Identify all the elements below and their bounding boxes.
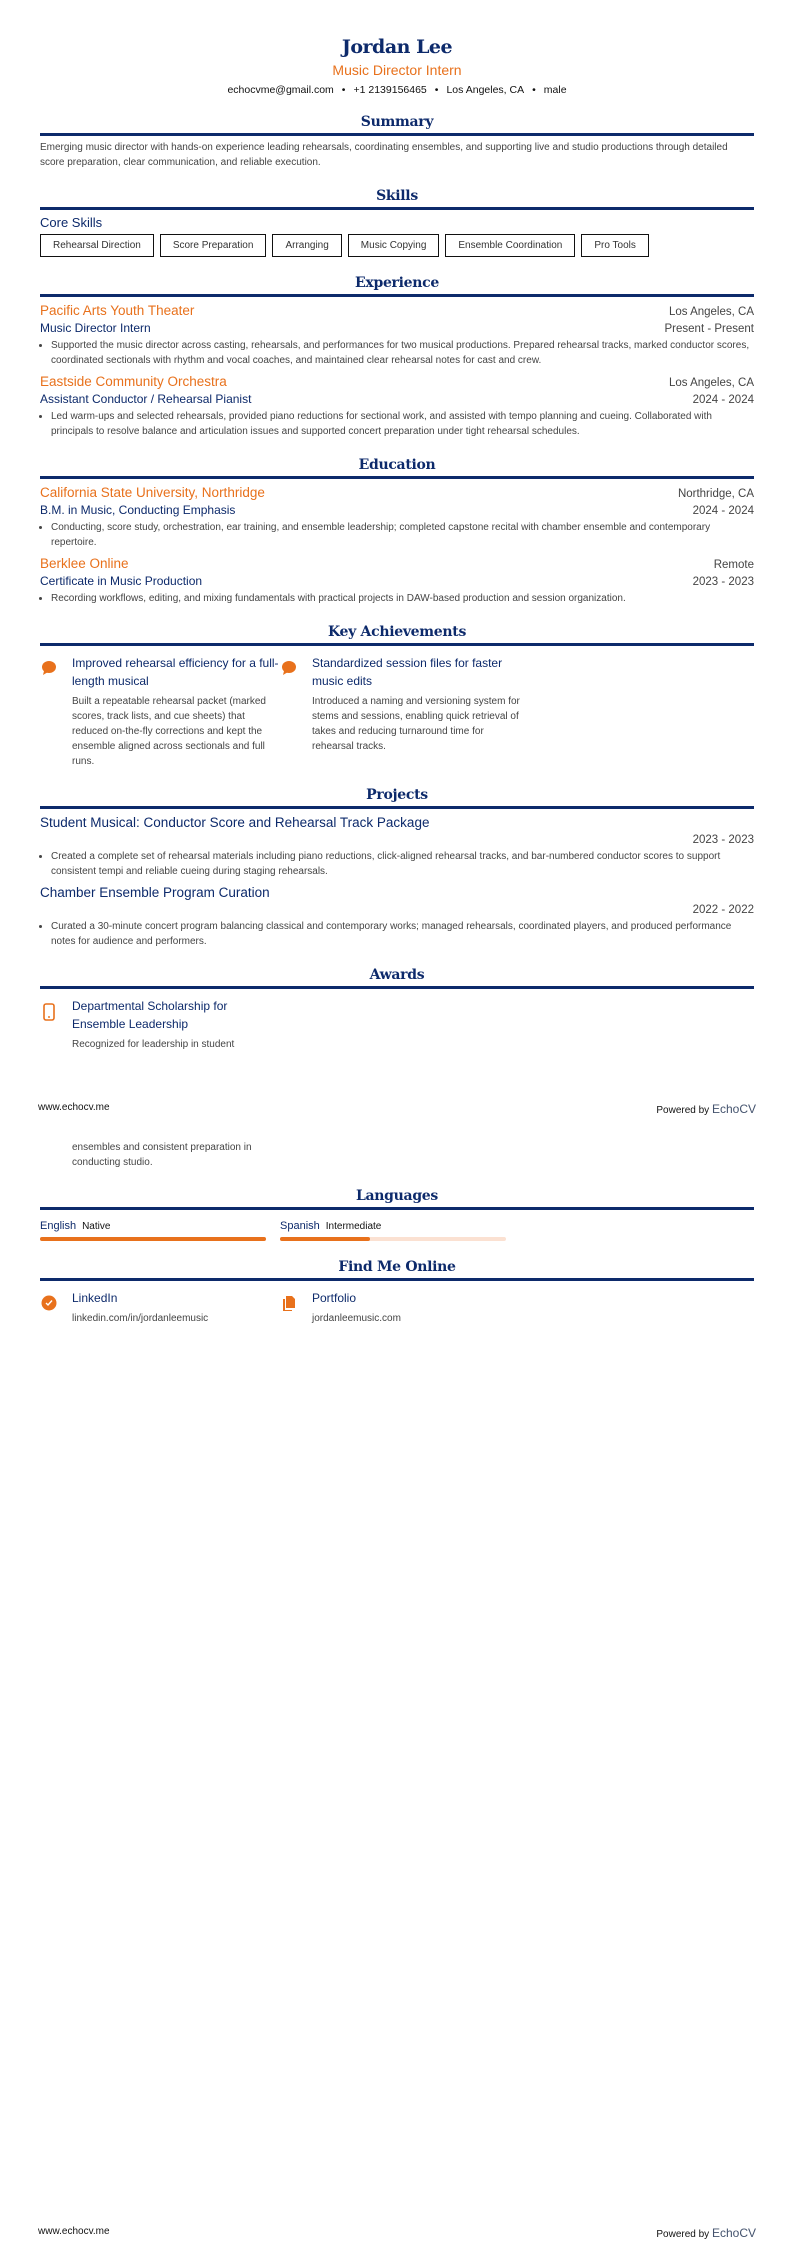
- achievements-heading: Key Achievements: [40, 624, 754, 646]
- skill-tag: Arranging: [272, 234, 341, 257]
- contact-line: echocvme@gmail.com • +1 2139156465 • Los Angeles, CA • male: [227, 84, 567, 96]
- link-label[interactable]: Portfolio: [312, 1291, 357, 1305]
- achievement-title: Standardized session files for faster music edits: [312, 656, 503, 688]
- link-label[interactable]: LinkedIn: [72, 1291, 118, 1305]
- summary-text: Emerging music director with hands-on experience leading rehearsals, coordinating ensembles, and supporting live and studio productions through detailed score preparation, clear communication, and reliable execution.: [40, 142, 728, 168]
- org: Pacific Arts Youth Theater: [40, 303, 195, 318]
- role: Music Director Intern: [40, 321, 151, 335]
- achievement-card: [280, 654, 520, 769]
- project-entry: [40, 815, 754, 879]
- document-icon: [280, 1289, 298, 1326]
- online-link[interactable]: [280, 1289, 520, 1326]
- languages-heading: Languages: [40, 1188, 754, 1210]
- project-title: Chamber Ensemble Program Curation: [40, 885, 270, 900]
- language-level: Intermediate: [325, 1221, 382, 1232]
- language-item: [40, 1216, 266, 1241]
- award-title: Departmental Scholarship for Ensemble Leadership: [72, 999, 228, 1031]
- dates: 2023 - 2023: [692, 576, 754, 588]
- footer-powered: Powered by: [656, 2229, 710, 2240]
- awards-heading: Awards: [40, 967, 754, 989]
- projects-heading: Projects: [40, 787, 754, 809]
- page-footer: [38, 1102, 756, 1116]
- skill-tag: Rehearsal Direction: [40, 234, 154, 257]
- degree: B.M. in Music, Conducting Emphasis: [40, 503, 236, 517]
- bullet: • Conducting, score study, orchestration, ear training, and ensemble leadership; completed capstone recital with chamber ensemble and contemporary repertoire.: [51, 520, 754, 550]
- skill-tag: Score Preparation: [160, 234, 267, 257]
- project-title: Student Musical: Conductor Score and Rehearsal Track Package: [40, 815, 430, 830]
- skill-tag: Music Copying: [348, 234, 440, 257]
- degree: Certificate in Music Production: [40, 574, 203, 588]
- skills-heading: Skills: [40, 188, 754, 210]
- location: Los Angeles, CA: [668, 306, 754, 318]
- skill-tags: [40, 234, 754, 257]
- mobile-phone-icon: [40, 997, 58, 1170]
- footer-site[interactable]: www.echocv.me: [38, 2226, 110, 2237]
- email[interactable]: echocvme@gmail.com: [227, 84, 334, 96]
- phone: +1 2139156465: [353, 84, 427, 96]
- dates: 2023 - 2023: [692, 834, 754, 846]
- experience-entry: [40, 368, 754, 439]
- bullet: • Curated a 30-minute concert program balancing classical and contemporary works; managed rehearsals, coordinated players, and produced performance notes for audience and performers.: [51, 919, 754, 949]
- online-heading: Find Me Online: [40, 1259, 754, 1281]
- school: California State University, Northridge: [40, 485, 265, 500]
- education-entry: [40, 479, 754, 550]
- check-circle-icon: [40, 1289, 58, 1326]
- education-entry: [40, 550, 754, 606]
- bullet: • Created a complete set of rehearsal materials including piano reductions, click-aligned rehearsal tracks, and bar-numbered conductor scores to support consistent tempi and reliable cueing during staging rehearsals.: [51, 849, 754, 879]
- school: Berklee Online: [40, 556, 129, 571]
- bullet: • Supported the music director across casting, rehearsals, and performances for two musical productions. Prepared rehearsal tracks, marked conductor scores, coordinated sectionals with rhythm and vocal coaches, and maintained clear rehearsal notes for cast and crew.: [51, 338, 754, 368]
- footer-brand: EchoCV: [711, 2226, 756, 2240]
- language-item: [280, 1216, 506, 1241]
- speech-bubble-icon: [280, 654, 298, 769]
- resume-page: [40, 36, 754, 1326]
- award-desc-continued: ensembles and consistent preparation in conducting studio.: [72, 1142, 252, 1168]
- achievement-card: [40, 654, 280, 769]
- language-name: Spanish: [280, 1220, 320, 1232]
- candidate-title: Music Director Intern: [332, 62, 462, 78]
- location: Los Angeles, CA: [668, 377, 754, 389]
- language-progress: [40, 1237, 266, 1241]
- gender: male: [543, 84, 567, 96]
- skill-tag: Ensemble Coordination: [445, 234, 575, 257]
- location: Los Angeles, CA: [446, 84, 525, 96]
- page-footer: [38, 2226, 756, 2240]
- bullet: • Recording workflows, editing, and mixing fundamentals with practical projects in DAW-based production and session organization.: [51, 591, 754, 606]
- education-heading: Education: [40, 457, 754, 479]
- location: Remote: [713, 559, 754, 571]
- experience-entry: [40, 297, 754, 368]
- project-entry: [40, 885, 754, 949]
- speech-bubble-icon: [40, 654, 58, 769]
- summary-heading: Summary: [40, 114, 754, 136]
- role: Assistant Conductor / Rehearsal Pianist: [40, 392, 252, 406]
- dates: 2024 - 2024: [692, 505, 754, 517]
- location: Northridge, CA: [677, 488, 754, 500]
- footer-powered: Powered by: [656, 1105, 710, 1116]
- org: Eastside Community Orchestra: [40, 374, 227, 389]
- award-desc: Recognized for leadership in student: [72, 1039, 235, 1050]
- achievement-desc: Built a repeatable rehearsal packet (marked scores, track lists, and cue sheets) that reduced on-the-fly corrections and kept the ensemble aligned across sectionals and full runs.: [72, 696, 266, 767]
- candidate-name: Jordan Lee: [341, 36, 453, 58]
- achievement-desc: Introduced a naming and versioning system for stems and sessions, enabling quick retrieval of takes and reducing turnaround time for rehearsal tracks.: [312, 696, 520, 752]
- language-progress: [280, 1237, 506, 1241]
- footer-site[interactable]: www.echocv.me: [38, 1102, 110, 1113]
- skill-tag: Pro Tools: [581, 234, 649, 257]
- dates: 2022 - 2022: [692, 904, 754, 916]
- language-level: Native: [82, 1221, 111, 1232]
- online-link[interactable]: [40, 1289, 280, 1326]
- bullet: • Led warm-ups and selected rehearsals, provided piano reductions for sectional work, and assisted with tempo planning and cueing. Collaborated with principals to resolve balance and articulation issues and supported concert preparation under tight rehearsal schedules.: [51, 409, 754, 439]
- award-card: [40, 997, 300, 1170]
- achievement-title: Improved rehearsal efficiency for a full-length musical: [72, 656, 279, 688]
- footer-brand: EchoCV: [711, 1102, 756, 1116]
- link-url[interactable]: jordanleemusic.com: [312, 1313, 401, 1324]
- skills-group: Core Skills: [40, 215, 103, 230]
- dates: Present - Present: [664, 323, 754, 335]
- experience-heading: Experience: [40, 275, 754, 297]
- dates: 2024 - 2024: [692, 394, 754, 406]
- language-name: English: [40, 1220, 77, 1232]
- link-url[interactable]: linkedin.com/in/jordanleemusic: [72, 1313, 209, 1324]
